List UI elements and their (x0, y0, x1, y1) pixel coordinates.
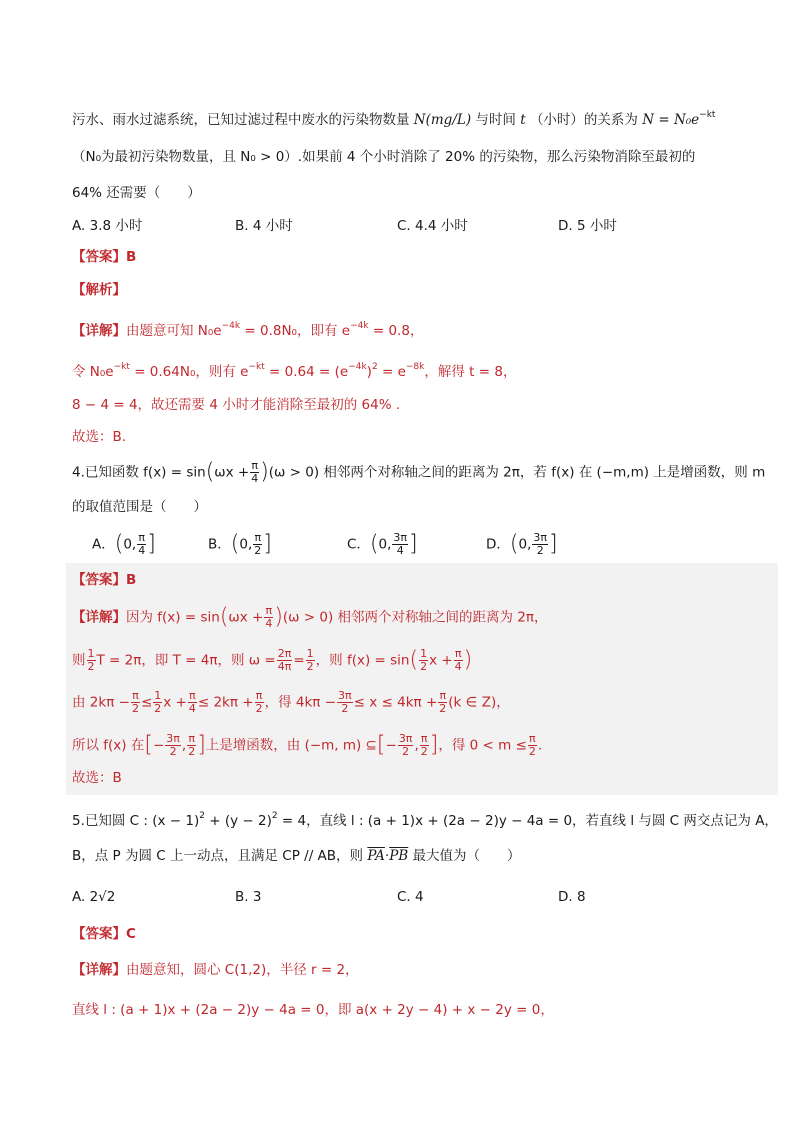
q3-text-c: （小时）的关系为 (529, 112, 638, 128)
q4-d3-f6-n: π (439, 689, 447, 702)
q3-d1-exp2: −4k (350, 321, 369, 331)
q4-d3-g: (k ∈ Z)， (448, 694, 510, 711)
q4-option-a (92, 532, 156, 557)
q5-option-d: D. 8 (558, 889, 586, 905)
solution-shaded-panel (66, 563, 778, 795)
q4-stem-b: (ω > 0) 相邻两个对称轴之间的距离为 2π，若 f(x) 在 (−m,m) 上是增函数，则 m (268, 464, 766, 481)
q4-opt-a-zero: 0, (123, 536, 137, 553)
q4-d4-f5-n: π (529, 732, 536, 745)
q4-opt-c-zero: 0, (378, 536, 392, 553)
q4-d3-c: x + (163, 694, 187, 711)
q4-d4-lb2: [ (376, 732, 386, 758)
q3-d2-c: = 0.64 = (e (264, 364, 349, 380)
q4-opt-d-lp: ( (509, 531, 519, 557)
q4-d3-f3-n: π (189, 689, 196, 702)
q4-opt-c-lp: ( (369, 531, 379, 557)
q4-d2-half3-d: 2 (420, 660, 428, 673)
q4-d3-b: ≤ (140, 694, 153, 711)
q4-wx: ωx + (214, 464, 250, 481)
q4-d3-f3-d: 4 (188, 702, 196, 715)
q4-opt-d-den: 2 (536, 544, 544, 557)
q4-d2-half-d: 2 (87, 660, 95, 673)
q4-opt-d-zero: 0, (518, 536, 532, 553)
q4-d2-rp: ) (463, 647, 473, 673)
q3-d2-sq: 2 (371, 362, 378, 372)
q3-stem-line1 (72, 105, 715, 130)
q4-d4-end: . (537, 737, 543, 754)
q4-opt-b-zero: 0, (239, 536, 253, 553)
q3-stem-line2: （N₀为最初污染物数量，且 N₀ > 0）.如果前 4 个小时消除了 20% 的污染物，那么污染物消除至最初的 (72, 149, 696, 165)
q3-option-b: B. 4 小时 (235, 218, 293, 234)
q3-detail-tag: 【详解】 (72, 323, 126, 339)
q4-d3-f6-d: 2 (439, 702, 447, 715)
q5-stem-line1 (72, 806, 778, 831)
q4-d1-frac-num: π (265, 604, 273, 617)
q3-option-d: D. 5 小时 (558, 218, 617, 234)
q5-d1: 由题意知，圆心 C(1,2)，半径 r = 2， (126, 962, 359, 978)
q3-formula: N = N₀e (642, 112, 700, 128)
q4-d3-f2-d: 2 (154, 702, 162, 715)
q3-d2-e: = e (377, 364, 406, 380)
q3-d1-a: 由题意可知 N₀e (126, 323, 222, 339)
q4-d4-f1 (165, 733, 181, 758)
q4-opt-a-num: π (138, 531, 146, 544)
q4-d3-f6 (438, 690, 447, 715)
q4-d2-half (87, 648, 96, 673)
q4-stem-a: 4.已知函数 f(x) = sin (72, 464, 206, 481)
q4-opt-c-prefix: C． (347, 536, 370, 553)
q4-d4-a: 所以 f(x) 在 (72, 737, 145, 754)
q5-detail-tag: 【详解】 (72, 962, 126, 978)
q4-paren-l: ( (205, 459, 215, 485)
q4-d4-minus: − (152, 737, 165, 754)
q4-d4-rb2: ] (429, 732, 439, 758)
q5-detail-line2: 直线 l : (a + 1)x + (2a − 2)y − 4a = 0，即 a(x + 2y − 4) + x − 2y = 0， (72, 1002, 554, 1018)
q3-detail-line3: 8 − 4 = 4，故还需要 4 小时才能消除至最初的 64% . (72, 397, 401, 413)
q4-d1-frac (264, 605, 273, 630)
q4-answer: 【答案】B (72, 572, 137, 588)
q5-stem-e: 最大值为（ ） (412, 848, 521, 864)
q4-d1-wx: ωx + (228, 609, 264, 626)
q4-choose: 故选：B (72, 770, 122, 786)
q5-answer: 【答案】C (72, 926, 136, 942)
q3-unit: N(mg/L) (413, 112, 472, 128)
q4-d3-a: 由 2kπ − (72, 694, 130, 711)
q4-d2-half2-n: 1 (306, 647, 314, 660)
q3-d2-a: 令 N₀e (72, 364, 114, 380)
q3-option-a: A. 3.8 小时 (72, 218, 143, 234)
q3-d1-b: = 0.8N₀，即有 e (240, 323, 351, 339)
q4-d2-c: = (293, 652, 305, 669)
q4-opt-b-prefix: B． (208, 536, 231, 553)
q4-opt-a-rb: ] (147, 531, 156, 557)
q4-opt-c-rb: ] (409, 531, 418, 557)
q4-d4-f2-n: π (188, 732, 195, 745)
q4-d3-f3 (188, 690, 197, 715)
q4-frac-den: 4 (251, 472, 259, 485)
q4-d4-c: ，得 0 < m ≤ (438, 737, 527, 754)
q3-text-a: 污水、雨水过滤系统，已知过滤过程中废水的污染物数量 (72, 112, 410, 128)
q4-d4-f2 (187, 733, 196, 758)
q5-stem-a: 5.已知圆 C : (x − 1) (72, 813, 200, 829)
q4-d4-f4 (420, 733, 429, 758)
q4-d1-frac-den: 4 (265, 617, 273, 630)
q3-d2-exp1: −kt (113, 362, 130, 372)
q4-detail-line3 (72, 690, 510, 715)
q3-stem-line3: 64% 还需要（ ） (72, 185, 201, 201)
q4-d3-e: ，得 4kπ − (264, 694, 337, 711)
q4-opt-c-num: 3π (393, 531, 408, 544)
q5-option-a: A. 2√2 (72, 889, 116, 905)
q4-d4-f5 (528, 733, 537, 758)
q4-d4-f3-d: 2 (402, 745, 410, 758)
q4-d2-d: ，则 f(x) = sin (315, 652, 410, 669)
q4-d2-half2 (306, 648, 315, 673)
q4-d3-f4 (255, 690, 264, 715)
q5-dot: · (384, 848, 390, 864)
q4-d2-pi4-n: π (454, 647, 462, 660)
q4-opt-c-frac (392, 532, 408, 557)
q4-d3-f1-d: 2 (131, 702, 139, 715)
q4-opt-b-frac (253, 532, 262, 557)
q4-opt-b-rb: ] (263, 531, 272, 557)
q4-opt-a-prefix: A． (92, 536, 115, 553)
q3-d2-d: ) (366, 364, 372, 380)
q4-frac-num: π (251, 459, 258, 472)
q5-option-b: B. 3 (235, 889, 262, 905)
q3-detail-line2 (72, 357, 516, 382)
q4-opt-a-den: 4 (138, 544, 146, 557)
q4-d3-f4-d: 2 (255, 702, 263, 715)
q3-d2-f: ，解得 t = 8， (424, 364, 517, 380)
q4-d3-f5-n: 3π (338, 689, 352, 702)
q4-d4-rb1: ] (197, 732, 206, 758)
q4-d3-f5 (337, 690, 353, 715)
q3-answer: 【答案】B (72, 249, 137, 265)
q4-d2-frac (277, 648, 293, 673)
q4-opt-b-num: π (254, 531, 262, 544)
q4-d3-f2-n: 1 (154, 689, 162, 702)
q3-d2-exp4: −8k (405, 362, 425, 372)
q4-d3-f1-n: π (132, 689, 139, 702)
q4-d4-minus2: − (385, 737, 397, 754)
q4-d4-f3-n: 3π (398, 732, 413, 745)
q3-analysis-label: 【解析】 (72, 282, 126, 298)
q4-d4-f1-d: 2 (169, 745, 177, 758)
q5-sq1: 2 (199, 811, 205, 821)
q4-detail-line1 (72, 605, 548, 630)
q4-d4-f4-n: π (420, 732, 428, 745)
q4-d3-f1 (131, 690, 140, 715)
q4-detail-line4: 所以 f(x) 在[− $\frac{3\pi}{2}$ , $\frac{\pi}{2}$ ]上是增函数，由 (−m, m) ⊆[− $\frac{3\pi}{2}$ , $\frac{\pi}{2}$ ]，得 0 < m ≤ $\frac{\pi}{2}$ . (72, 732, 543, 758)
q4-paren-r: ) (260, 459, 269, 485)
q5-stem-d: B，点 P 为圆 C 上一动点，且满足 CP // AB，则 (72, 848, 364, 864)
q4-d4-b: 上是增函数，由 (−m, m) ⊆ (205, 737, 377, 754)
q4-opt-b-lp: ( (230, 531, 240, 557)
q4-option-c (347, 532, 418, 557)
q4-opt-d-frac (532, 532, 548, 557)
q4-frac-pi-4 (250, 460, 259, 485)
q4-d2-half3-n: 1 (420, 647, 428, 660)
q4-d4-f4-d: 2 (420, 745, 428, 758)
q4-option-b (208, 532, 272, 557)
q4-d4-f5-d: 2 (528, 745, 536, 758)
q3-formula-exp: −kt (699, 110, 716, 120)
q4-d2-pi4 (454, 648, 463, 673)
q4-d4-f2-d: 2 (188, 745, 196, 758)
q3-text-b: 与时间 (475, 112, 516, 128)
q5-vector-pb: $\overline{PB}$ (389, 848, 409, 864)
q4-detail-line2 (72, 648, 472, 673)
q4-d4-f3 (398, 733, 414, 758)
q3-d2-exp3: −4k (348, 362, 367, 372)
q3-d2-exp2: −kt (248, 362, 265, 372)
q4-opt-d-num: 3π (533, 531, 548, 544)
q4-d2-half-n: 1 (87, 647, 95, 660)
q3-var-t: t (520, 112, 526, 128)
q3-d1-exp1: −4k (221, 321, 241, 331)
q4-opt-a-lp: ( (114, 531, 124, 557)
q4-option-d (486, 532, 558, 557)
q4-d2-fn: 2π (277, 647, 292, 660)
q3-option-c: C. 4.4 小时 (397, 218, 468, 234)
q5-sq2: 2 (271, 811, 278, 821)
q4-opt-d-prefix: D． (486, 536, 510, 553)
q5-vector-pa: $\overline{PA}$ (367, 848, 385, 864)
q3-d2-b: = 0.64N₀，则有 e (129, 364, 249, 380)
q4-opt-b-den: 2 (254, 544, 262, 557)
q4-d3-f: ≤ x ≤ 4kπ + (353, 694, 438, 711)
q4-opt-d-rb: ] (549, 531, 558, 557)
q4-opt-a-frac (137, 532, 146, 557)
q5-stem-c: = 4，直线 l : (a + 1)x + (2a − 2)y − 4a = 0，若直线 l 与圆 C 两交点记为 A， (277, 813, 778, 829)
q5-option-c: C. 4 (397, 889, 424, 905)
q4-d2-half3 (419, 648, 428, 673)
q4-d4-lb1: [ (144, 732, 153, 758)
q4-d2-a: 则 (72, 652, 86, 669)
q4-d3-f2 (153, 690, 162, 715)
q4-d2-pi4-d: 4 (454, 660, 462, 673)
q4-d3-f4-n: π (255, 689, 263, 702)
q3-choose: 故选：B. (72, 429, 127, 445)
q4-d2-x: x + (429, 652, 453, 669)
q4-d1-b: (ω > 0) 相邻两个对称轴之间的距离为 2π， (282, 609, 548, 626)
q4-d4-f1-n: 3π (166, 732, 180, 745)
q3-detail-line1 (72, 316, 423, 341)
q4-d3-d: ≤ 2kπ + (197, 694, 254, 711)
q4-stem-line2: 的取值范围是（ ） (72, 499, 207, 515)
q4-d1-a: 因为 f(x) = sin (126, 609, 220, 626)
q4-opt-c-den: 4 (396, 544, 404, 557)
q4-detail-tag: 【详解】 (72, 609, 126, 626)
q5-stem-b: + (y − 2) (204, 813, 272, 829)
q4-d2-fd: 4π (277, 660, 292, 673)
q4-d3-f5-d: 2 (341, 702, 349, 715)
q5-stem-line2 (72, 846, 521, 866)
q4-d1-rp: ) (274, 604, 283, 630)
q3-d1-c: = 0.8， (368, 323, 424, 339)
q5-detail-line1 (72, 960, 359, 980)
q4-d2-b: T = 2π，即 T = 4π，则 ω = (96, 652, 276, 669)
q4-d1-lp: ( (219, 604, 229, 630)
q4-stem-line1 (72, 460, 765, 485)
q4-d2-lp: ( (409, 647, 419, 673)
q4-d2-half2-d: 2 (306, 660, 314, 673)
